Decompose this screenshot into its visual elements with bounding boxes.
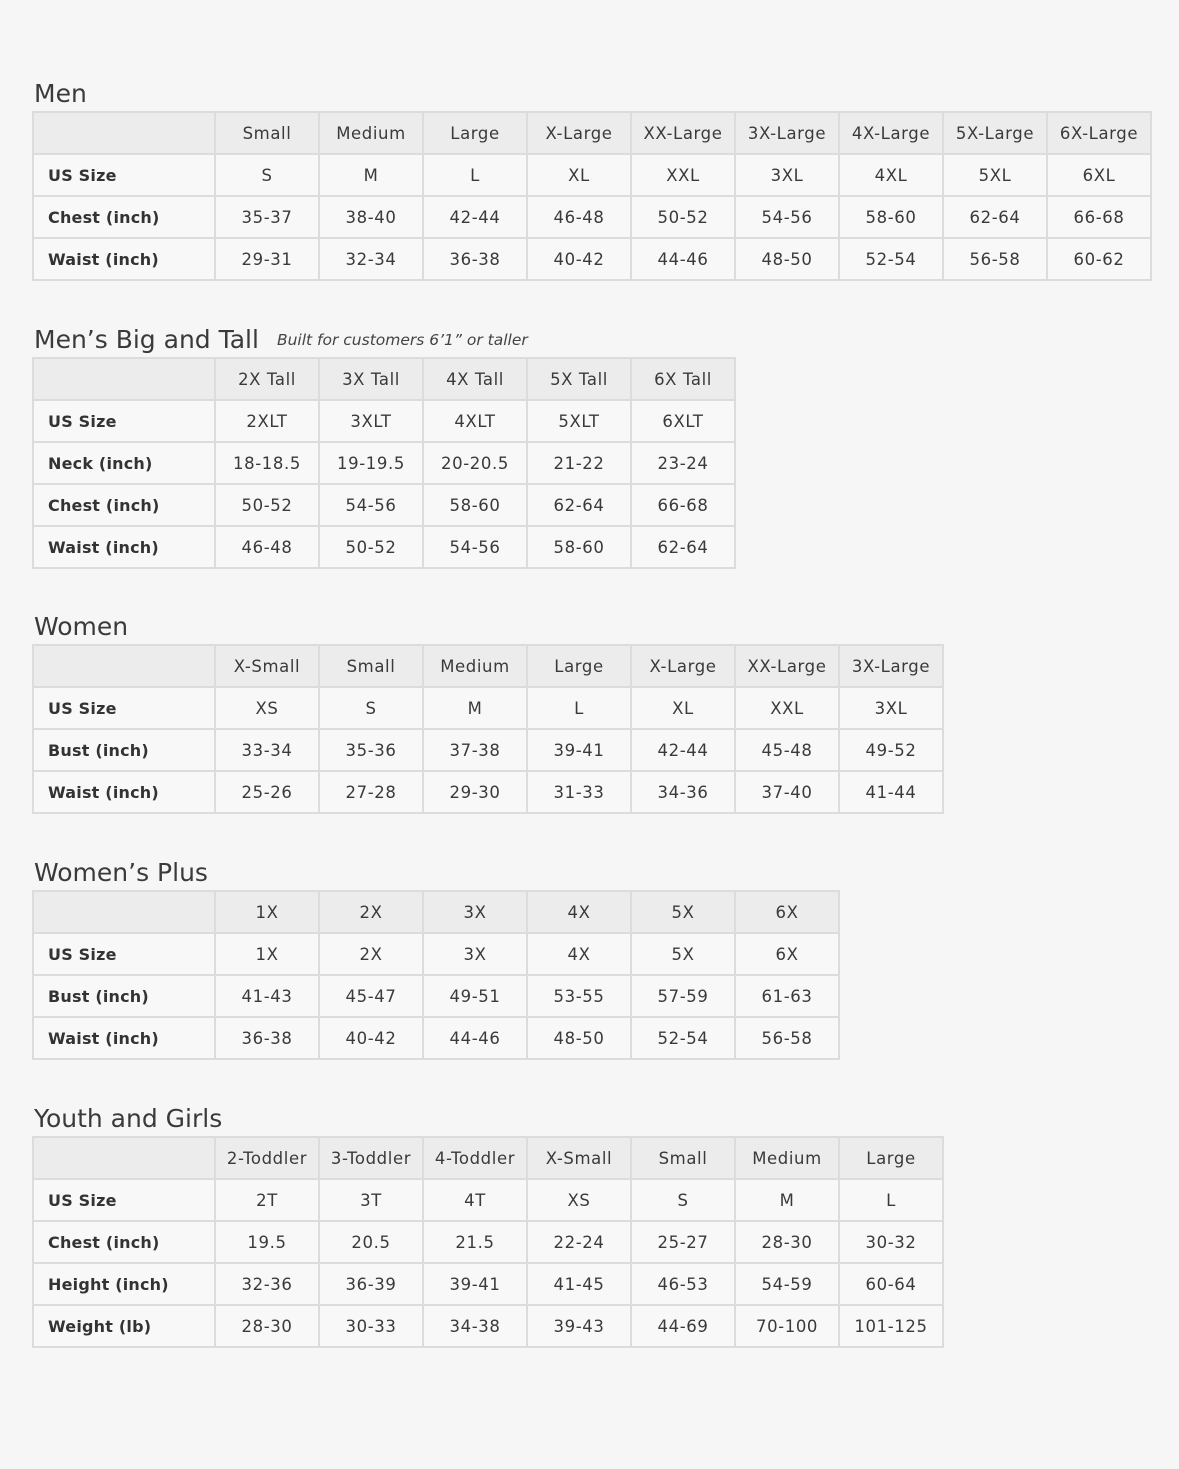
table-cell: 36-39 (319, 1263, 423, 1305)
table-cell: 18-18.5 (215, 442, 319, 484)
table-row (33, 975, 839, 1017)
section-youth-and-girls (32, 1102, 944, 1348)
table-cell: 46-48 (215, 526, 319, 568)
table-cell: 28-30 (735, 1221, 839, 1263)
table-cell: 31-33 (527, 771, 631, 813)
column-header: 6X-Large (1047, 112, 1151, 154)
section-subtitle: Built for customers 6’1” or taller (276, 331, 528, 349)
table-cell: 54-56 (735, 196, 839, 238)
column-header: Large (839, 1137, 943, 1179)
table-row (33, 933, 839, 975)
table-cell: S (215, 154, 319, 196)
table-cell: 3T (319, 1179, 423, 1221)
table-row (33, 729, 943, 771)
table-cell: 29-30 (423, 771, 527, 813)
row-label: Chest (inch) (33, 484, 215, 526)
table-row (33, 1263, 943, 1305)
table-row (33, 1221, 943, 1263)
column-header: 2-Toddler (215, 1137, 319, 1179)
table-cell: 58-60 (527, 526, 631, 568)
table-cell: 35-36 (319, 729, 423, 771)
table-corner-cell (33, 645, 215, 687)
size-table (32, 890, 840, 1060)
table-cell: 33-34 (215, 729, 319, 771)
table-cell: 50-52 (631, 196, 735, 238)
table-cell: 42-44 (631, 729, 735, 771)
table-cell: 60-64 (839, 1263, 943, 1305)
table-corner-cell (33, 1137, 215, 1179)
row-label: Waist (inch) (33, 771, 215, 813)
column-header: Small (631, 1137, 735, 1179)
table-cell: 42-44 (423, 196, 527, 238)
table-row (33, 687, 943, 729)
table-row (33, 1017, 839, 1059)
section-women (32, 610, 944, 814)
table-cell: 19.5 (215, 1221, 319, 1263)
table-header-row (33, 645, 943, 687)
column-header: 3X-Large (839, 645, 943, 687)
table-cell: 45-47 (319, 975, 423, 1017)
table-cell: 19-19.5 (319, 442, 423, 484)
table-cell: 32-36 (215, 1263, 319, 1305)
table-cell: L (423, 154, 527, 196)
table-cell: 57-59 (631, 975, 735, 1017)
table-cell: 39-41 (423, 1263, 527, 1305)
row-label: Bust (inch) (33, 975, 215, 1017)
table-cell: 44-46 (631, 238, 735, 280)
table-row (33, 1179, 943, 1221)
table-cell: 54-56 (319, 484, 423, 526)
table-cell: M (735, 1179, 839, 1221)
table-cell: 62-64 (527, 484, 631, 526)
column-header: Medium (735, 1137, 839, 1179)
table-cell: 58-60 (839, 196, 943, 238)
table-cell: 23-24 (631, 442, 735, 484)
row-label: Waist (inch) (33, 238, 215, 280)
table-cell: 4XL (839, 154, 943, 196)
section-womens-plus (32, 856, 840, 1060)
table-cell: 49-52 (839, 729, 943, 771)
table-cell: 58-60 (423, 484, 527, 526)
table-cell: 37-38 (423, 729, 527, 771)
column-header: 4-Toddler (423, 1137, 527, 1179)
size-table (32, 111, 1152, 281)
column-header: XX-Large (735, 645, 839, 687)
column-header: Medium (319, 112, 423, 154)
row-label: Height (inch) (33, 1263, 215, 1305)
table-cell: XXL (631, 154, 735, 196)
table-cell: 41-43 (215, 975, 319, 1017)
table-cell: 4X (527, 933, 631, 975)
table-cell: 29-31 (215, 238, 319, 280)
table-cell: 60-62 (1047, 238, 1151, 280)
table-row (33, 196, 1151, 238)
table-row (33, 771, 943, 813)
row-label: Chest (inch) (33, 196, 215, 238)
table-cell: 56-58 (735, 1017, 839, 1059)
table-row (33, 238, 1151, 280)
table-cell: 4XLT (423, 400, 527, 442)
table-cell: 30-33 (319, 1305, 423, 1347)
row-label: US Size (33, 933, 215, 975)
table-cell: 6X (735, 933, 839, 975)
table-row (33, 526, 735, 568)
table-cell: 28-30 (215, 1305, 319, 1347)
section-title: Women (34, 612, 129, 641)
table-cell: 3XL (735, 154, 839, 196)
table-cell: 6XL (1047, 154, 1151, 196)
column-header: 5X Tall (527, 358, 631, 400)
column-header: 2X Tall (215, 358, 319, 400)
table-cell: 50-52 (319, 526, 423, 568)
table-cell: 45-48 (735, 729, 839, 771)
table-cell: 36-38 (423, 238, 527, 280)
table-cell: 30-32 (839, 1221, 943, 1263)
column-header: Medium (423, 645, 527, 687)
section-mens-big-and-tall (32, 323, 736, 569)
table-cell: M (319, 154, 423, 196)
column-header: 2X (319, 891, 423, 933)
column-header: Small (319, 645, 423, 687)
column-header: Large (423, 112, 527, 154)
size-table (32, 644, 944, 814)
table-cell: 101-125 (839, 1305, 943, 1347)
row-label: Waist (inch) (33, 1017, 215, 1059)
table-cell: XS (215, 687, 319, 729)
table-cell: 40-42 (319, 1017, 423, 1059)
column-header: 3X-Large (735, 112, 839, 154)
row-label: Neck (inch) (33, 442, 215, 484)
row-label: Weight (lb) (33, 1305, 215, 1347)
table-row (33, 400, 735, 442)
table-cell: 66-68 (1047, 196, 1151, 238)
column-header: 5X (631, 891, 735, 933)
table-corner-cell (33, 891, 215, 933)
table-cell: 44-69 (631, 1305, 735, 1347)
table-cell: 49-51 (423, 975, 527, 1017)
table-cell: 62-64 (943, 196, 1047, 238)
column-header: 3-Toddler (319, 1137, 423, 1179)
table-cell: S (631, 1179, 735, 1221)
table-cell: 35-37 (215, 196, 319, 238)
table-cell: 2X (319, 933, 423, 975)
column-header: XX-Large (631, 112, 735, 154)
row-label: Waist (inch) (33, 526, 215, 568)
table-cell: XS (527, 1179, 631, 1221)
table-cell: 5XLT (527, 400, 631, 442)
table-cell: 52-54 (631, 1017, 735, 1059)
table-cell: 46-48 (527, 196, 631, 238)
table-header-row (33, 891, 839, 933)
table-cell: 48-50 (527, 1017, 631, 1059)
table-header-row (33, 112, 1151, 154)
table-cell: 37-40 (735, 771, 839, 813)
table-cell: 21.5 (423, 1221, 527, 1263)
table-cell: 25-27 (631, 1221, 735, 1263)
table-cell: 39-41 (527, 729, 631, 771)
table-cell: 20.5 (319, 1221, 423, 1263)
table-cell: 21-22 (527, 442, 631, 484)
table-cell: 48-50 (735, 238, 839, 280)
column-header: 5X-Large (943, 112, 1047, 154)
table-cell: 34-38 (423, 1305, 527, 1347)
section-title: Men (34, 79, 87, 108)
row-label: US Size (33, 154, 215, 196)
table-cell: 52-54 (839, 238, 943, 280)
column-header: Large (527, 645, 631, 687)
column-header: 6X Tall (631, 358, 735, 400)
table-cell: 22-24 (527, 1221, 631, 1263)
table-cell: 46-53 (631, 1263, 735, 1305)
column-header: X-Small (527, 1137, 631, 1179)
row-label: Chest (inch) (33, 1221, 215, 1263)
table-row (33, 484, 735, 526)
table-cell: XXL (735, 687, 839, 729)
table-cell: 2XLT (215, 400, 319, 442)
table-header-row (33, 358, 735, 400)
table-header-row (33, 1137, 943, 1179)
column-header: X-Large (631, 645, 735, 687)
table-cell: 1X (215, 933, 319, 975)
table-cell: M (423, 687, 527, 729)
table-cell: 25-26 (215, 771, 319, 813)
section-title: Men’s Big and Tall Built for customers 6’1” or taller (34, 325, 528, 354)
table-cell: 54-59 (735, 1263, 839, 1305)
table-cell: 20-20.5 (423, 442, 527, 484)
section-title: Women’s Plus (34, 858, 208, 887)
table-cell: 56-58 (943, 238, 1047, 280)
table-cell: S (319, 687, 423, 729)
column-header: 3X Tall (319, 358, 423, 400)
table-corner-cell (33, 112, 215, 154)
table-cell: 2T (215, 1179, 319, 1221)
table-row (33, 154, 1151, 196)
column-header: 6X (735, 891, 839, 933)
row-label: Bust (inch) (33, 729, 215, 771)
table-cell: 34-36 (631, 771, 735, 813)
table-cell: 3XLT (319, 400, 423, 442)
table-row (33, 442, 735, 484)
table-cell: 62-64 (631, 526, 735, 568)
table-cell: 36-38 (215, 1017, 319, 1059)
table-corner-cell (33, 358, 215, 400)
table-cell: 44-46 (423, 1017, 527, 1059)
table-cell: 39-43 (527, 1305, 631, 1347)
table-cell: 3XL (839, 687, 943, 729)
table-cell: 5X (631, 933, 735, 975)
row-label: US Size (33, 1179, 215, 1221)
column-header: 4X Tall (423, 358, 527, 400)
column-header: X-Large (527, 112, 631, 154)
size-table (32, 1136, 944, 1348)
table-cell: 41-45 (527, 1263, 631, 1305)
table-cell: 66-68 (631, 484, 735, 526)
table-cell: 54-56 (423, 526, 527, 568)
table-cell: 4T (423, 1179, 527, 1221)
table-cell: 53-55 (527, 975, 631, 1017)
column-header: 1X (215, 891, 319, 933)
table-cell: 41-44 (839, 771, 943, 813)
section-men (32, 77, 1152, 281)
column-header: X-Small (215, 645, 319, 687)
size-table (32, 357, 736, 569)
column-header: 4X (527, 891, 631, 933)
column-header: 3X (423, 891, 527, 933)
table-cell: L (839, 1179, 943, 1221)
table-cell: 50-52 (215, 484, 319, 526)
table-cell: 5XL (943, 154, 1047, 196)
table-cell: 38-40 (319, 196, 423, 238)
row-label: US Size (33, 687, 215, 729)
table-cell: 3X (423, 933, 527, 975)
table-cell: 61-63 (735, 975, 839, 1017)
table-cell: 6XLT (631, 400, 735, 442)
table-cell: 27-28 (319, 771, 423, 813)
column-header: 4X-Large (839, 112, 943, 154)
table-cell: 40-42 (527, 238, 631, 280)
table-cell: 70-100 (735, 1305, 839, 1347)
table-cell: XL (631, 687, 735, 729)
row-label: US Size (33, 400, 215, 442)
table-cell: L (527, 687, 631, 729)
table-cell: XL (527, 154, 631, 196)
table-row (33, 1305, 943, 1347)
table-cell: 32-34 (319, 238, 423, 280)
section-title: Youth and Girls (34, 1104, 223, 1133)
column-header: Small (215, 112, 319, 154)
